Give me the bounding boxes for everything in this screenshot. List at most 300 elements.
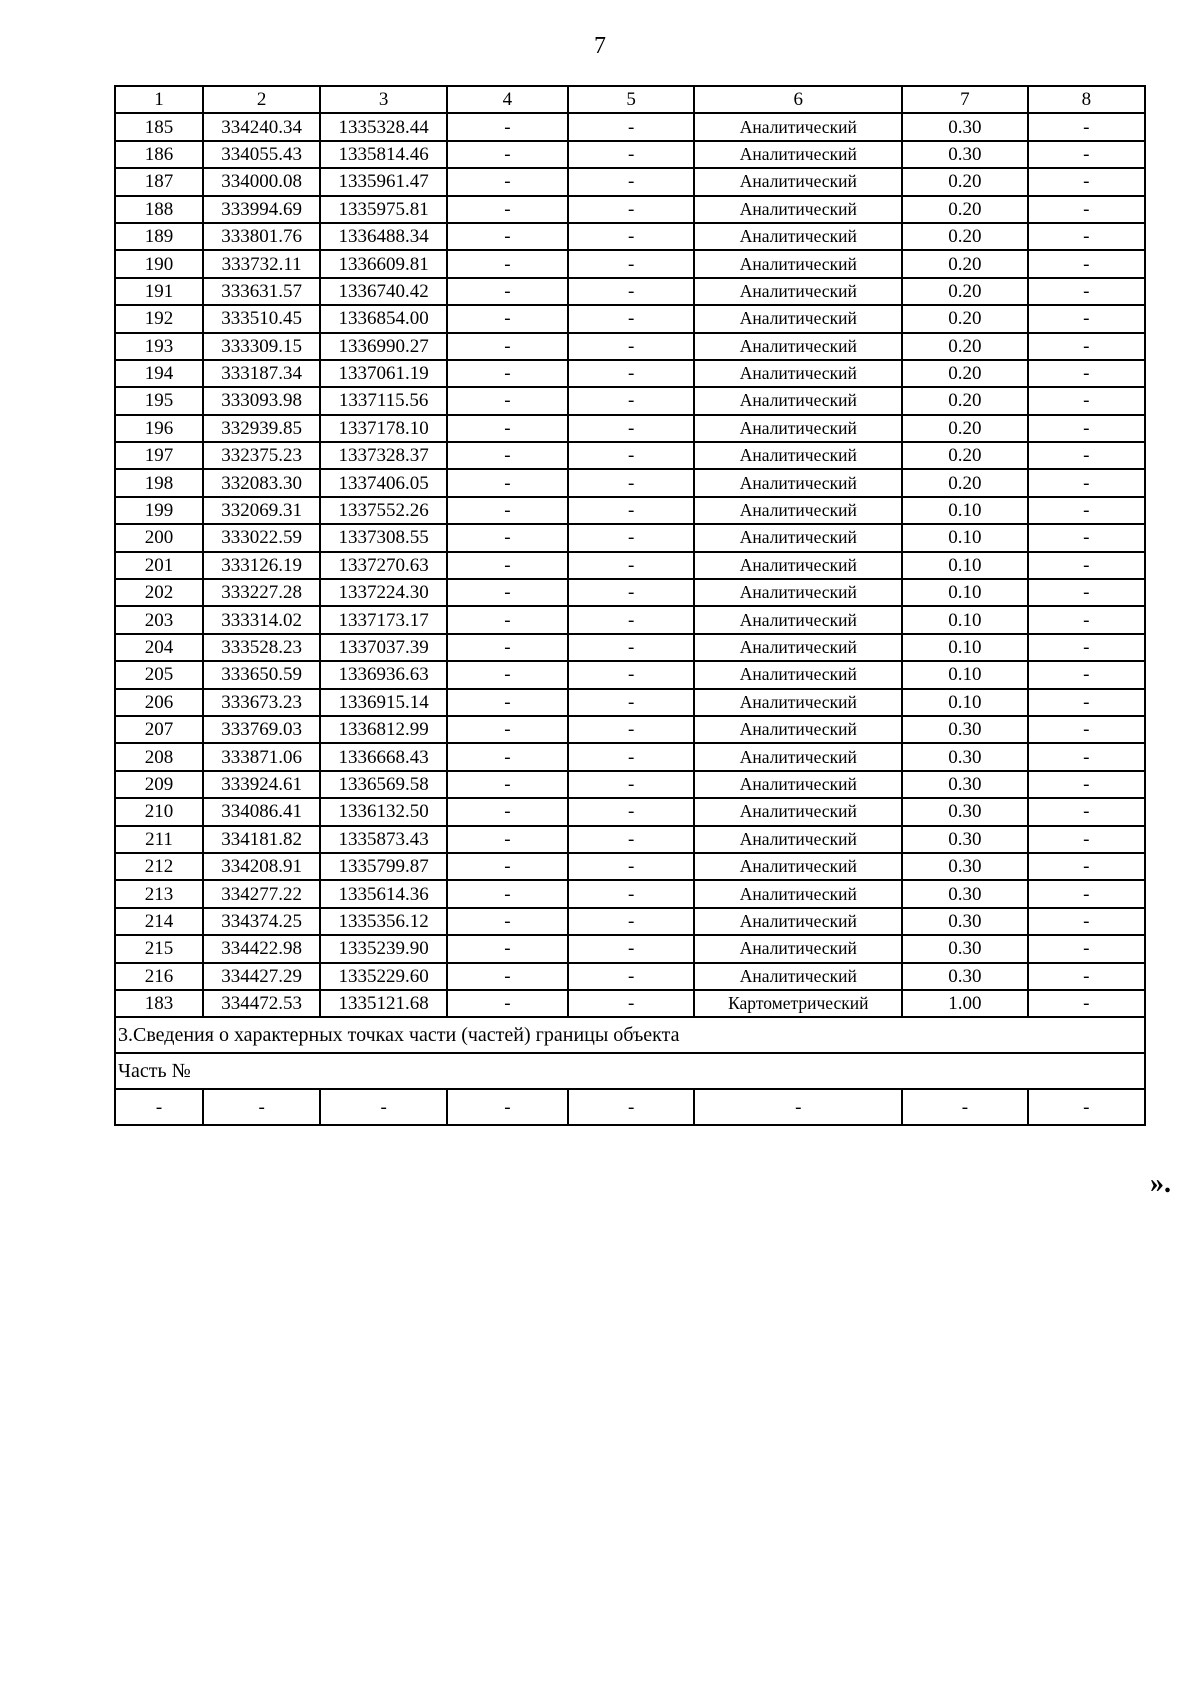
section-title: 3.Сведения о характерных точках части (частей) границы объекта — [115, 1017, 1145, 1053]
table-cell: 1336812.99 — [320, 716, 447, 743]
table-cell: - — [694, 1089, 902, 1125]
table-cell: 205 — [115, 661, 203, 688]
table-cell: - — [1028, 223, 1145, 250]
table-cell: - — [568, 634, 695, 661]
table-cell: Аналитический — [694, 661, 902, 688]
table-cell: 204 — [115, 634, 203, 661]
table-cell: Картометрический — [694, 990, 902, 1017]
table-cell: - — [568, 689, 695, 716]
table-cell: Аналитический — [694, 524, 902, 551]
table-cell: - — [568, 716, 695, 743]
table-cell: - — [447, 333, 568, 360]
table-cell: 0.10 — [902, 524, 1028, 551]
table-row — [115, 497, 1145, 524]
table-cell: Аналитический — [694, 853, 902, 880]
table-cell: 1337308.55 — [320, 524, 447, 551]
table-cell: 332069.31 — [203, 497, 320, 524]
table-cell: 207 — [115, 716, 203, 743]
table-cell: Аналитический — [694, 634, 902, 661]
table-cell: 198 — [115, 469, 203, 496]
table-cell: - — [447, 223, 568, 250]
table-row — [115, 743, 1145, 770]
table-cell: 215 — [115, 935, 203, 962]
table-cell: - — [447, 415, 568, 442]
table-cell: 0.30 — [902, 853, 1028, 880]
table-cell: 334181.82 — [203, 826, 320, 853]
table-cell: - — [568, 1089, 695, 1125]
column-header: 5 — [568, 86, 695, 113]
table-row — [115, 333, 1145, 360]
table-cell: Аналитический — [694, 333, 902, 360]
table-row — [115, 278, 1145, 305]
table-cell: 0.30 — [902, 798, 1028, 825]
table-row — [115, 606, 1145, 633]
table-cell: 192 — [115, 305, 203, 332]
page-number: 7 — [594, 33, 606, 59]
table-cell: 210 — [115, 798, 203, 825]
closing-quote-mark: ». — [1150, 1168, 1171, 1199]
table-cell: 334086.41 — [203, 798, 320, 825]
table-cell: - — [1028, 497, 1145, 524]
table-row — [115, 168, 1145, 195]
table-cell: Аналитический — [694, 113, 902, 140]
table-cell: Аналитический — [694, 223, 902, 250]
table-cell: - — [447, 497, 568, 524]
table-row — [115, 826, 1145, 853]
table-cell: 0.10 — [902, 497, 1028, 524]
table-cell: 1335239.90 — [320, 935, 447, 962]
table-cell: - — [447, 771, 568, 798]
table-cell: - — [568, 113, 695, 140]
table-cell: - — [447, 442, 568, 469]
table-cell: - — [1028, 305, 1145, 332]
column-header: 8 — [1028, 86, 1145, 113]
table-cell: 1336854.00 — [320, 305, 447, 332]
table-cell: 333528.23 — [203, 634, 320, 661]
table-cell: 0.30 — [902, 908, 1028, 935]
table-cell: - — [1028, 853, 1145, 880]
table-cell: 1337552.26 — [320, 497, 447, 524]
table-row — [115, 716, 1145, 743]
table-row — [115, 853, 1145, 880]
table-row — [115, 552, 1145, 579]
table-cell: 0.20 — [902, 168, 1028, 195]
table-cell: - — [447, 880, 568, 907]
table-cell: Аналитический — [694, 743, 902, 770]
table-cell: - — [568, 606, 695, 633]
table-cell: - — [568, 524, 695, 551]
table-cell: 334055.43 — [203, 141, 320, 168]
table-cell: 0.30 — [902, 880, 1028, 907]
table-row — [115, 990, 1145, 1017]
table-cell: 333126.19 — [203, 552, 320, 579]
table-cell: - — [568, 469, 695, 496]
table-cell: Аналитический — [694, 196, 902, 223]
column-header: 6 — [694, 86, 902, 113]
table-cell: 0.30 — [902, 113, 1028, 140]
table-cell: 1335799.87 — [320, 853, 447, 880]
table-cell: - — [447, 250, 568, 277]
table-cell: 333650.59 — [203, 661, 320, 688]
table-cell: - — [447, 141, 568, 168]
table-cell: Аналитический — [694, 305, 902, 332]
table-cell: 0.30 — [902, 935, 1028, 962]
table-cell: 334208.91 — [203, 853, 320, 880]
table-cell: 0.20 — [902, 278, 1028, 305]
table-cell: Аналитический — [694, 469, 902, 496]
table-cell: 1335356.12 — [320, 908, 447, 935]
table-cell: Аналитический — [694, 689, 902, 716]
table-cell: - — [1028, 113, 1145, 140]
table-row — [115, 141, 1145, 168]
table-cell: 333732.11 — [203, 250, 320, 277]
table-cell: 0.20 — [902, 223, 1028, 250]
table-row — [115, 963, 1145, 990]
table-cell: - — [1028, 579, 1145, 606]
table-cell: 1337115.56 — [320, 387, 447, 414]
table-cell: - — [447, 552, 568, 579]
table-cell: 333022.59 — [203, 524, 320, 551]
table-cell: 0.20 — [902, 360, 1028, 387]
table-cell: - — [1028, 168, 1145, 195]
table-cell: 333093.98 — [203, 387, 320, 414]
table-cell: 188 — [115, 196, 203, 223]
table-cell: - — [447, 579, 568, 606]
table-cell: - — [568, 278, 695, 305]
table-cell: 0.30 — [902, 743, 1028, 770]
table-cell: 189 — [115, 223, 203, 250]
table-cell: - — [568, 196, 695, 223]
table-cell: 1336990.27 — [320, 333, 447, 360]
table-cell: 0.10 — [902, 606, 1028, 633]
table-cell: 0.20 — [902, 469, 1028, 496]
table-cell: - — [1028, 771, 1145, 798]
table-cell: 333510.45 — [203, 305, 320, 332]
table-cell: - — [568, 853, 695, 880]
table-cell: - — [1028, 908, 1145, 935]
table-cell: 334240.34 — [203, 113, 320, 140]
table-cell: - — [568, 798, 695, 825]
table-cell: - — [1028, 333, 1145, 360]
table-cell: - — [447, 524, 568, 551]
table-cell: 195 — [115, 387, 203, 414]
column-header-row — [115, 86, 1145, 113]
table-cell: 203 — [115, 606, 203, 633]
table-cell: 332083.30 — [203, 469, 320, 496]
table-cell: 1.00 — [902, 990, 1028, 1017]
table-cell: - — [568, 880, 695, 907]
table-cell: 332939.85 — [203, 415, 320, 442]
table-cell: 1335328.44 — [320, 113, 447, 140]
table-row — [115, 387, 1145, 414]
table-cell: - — [568, 743, 695, 770]
table-cell: 1336609.81 — [320, 250, 447, 277]
table-cell: 208 — [115, 743, 203, 770]
table-cell: 194 — [115, 360, 203, 387]
table-cell: 333187.34 — [203, 360, 320, 387]
table-cell: Аналитический — [694, 387, 902, 414]
table-cell: Аналитический — [694, 552, 902, 579]
column-header: 1 — [115, 86, 203, 113]
column-header: 4 — [447, 86, 568, 113]
table-cell: 0.30 — [902, 826, 1028, 853]
table-cell: - — [1028, 1089, 1145, 1125]
table-cell: Аналитический — [694, 716, 902, 743]
table-cell: - — [203, 1089, 320, 1125]
table-cell: 0.20 — [902, 333, 1028, 360]
table-cell: 1337061.19 — [320, 360, 447, 387]
table-cell: - — [568, 333, 695, 360]
table-cell: Аналитический — [694, 141, 902, 168]
table-cell: 333871.06 — [203, 743, 320, 770]
table-cell: 209 — [115, 771, 203, 798]
table-cell: 332375.23 — [203, 442, 320, 469]
table-cell: - — [1028, 743, 1145, 770]
table-cell: 206 — [115, 689, 203, 716]
table-cell: 1336740.42 — [320, 278, 447, 305]
table-cell: 1337328.37 — [320, 442, 447, 469]
table-cell: 1336569.58 — [320, 771, 447, 798]
table-cell: - — [568, 442, 695, 469]
table-cell: 186 — [115, 141, 203, 168]
table-cell: Аналитический — [694, 360, 902, 387]
table-cell: - — [1028, 415, 1145, 442]
table-cell: - — [1028, 689, 1145, 716]
table-cell: Аналитический — [694, 168, 902, 195]
table-cell: - — [568, 387, 695, 414]
table-cell: 199 — [115, 497, 203, 524]
table-cell: 0.10 — [902, 689, 1028, 716]
table-cell: - — [447, 661, 568, 688]
column-header: 3 — [320, 86, 447, 113]
table-cell: - — [1028, 661, 1145, 688]
table-cell: - — [1028, 990, 1145, 1017]
table-cell: 0.20 — [902, 387, 1028, 414]
table-cell: Аналитический — [694, 278, 902, 305]
table-cell: 1335614.36 — [320, 880, 447, 907]
table-cell: 333801.76 — [203, 223, 320, 250]
table-row — [115, 250, 1145, 277]
table-cell: 0.30 — [902, 771, 1028, 798]
table-cell: - — [1028, 606, 1145, 633]
table-cell: - — [1028, 196, 1145, 223]
table-cell: Аналитический — [694, 963, 902, 990]
table-cell: - — [568, 826, 695, 853]
table-cell: - — [447, 908, 568, 935]
table-row — [115, 661, 1145, 688]
table-cell: 1337224.30 — [320, 579, 447, 606]
table-cell: - — [447, 990, 568, 1017]
column-header: 2 — [203, 86, 320, 113]
table-cell: - — [568, 360, 695, 387]
table-cell: 0.10 — [902, 579, 1028, 606]
table-cell: 202 — [115, 579, 203, 606]
table-cell: - — [447, 1089, 568, 1125]
table-cell: - — [568, 250, 695, 277]
table-cell: - — [447, 469, 568, 496]
table-cell: 200 — [115, 524, 203, 551]
table-cell: 185 — [115, 113, 203, 140]
table-cell: 334422.98 — [203, 935, 320, 962]
table-cell: 197 — [115, 442, 203, 469]
table-cell: 1335121.68 — [320, 990, 447, 1017]
table-cell: 0.20 — [902, 442, 1028, 469]
table-cell: - — [1028, 935, 1145, 962]
table-cell: 212 — [115, 853, 203, 880]
table-cell: - — [1028, 826, 1145, 853]
table-row — [115, 113, 1145, 140]
table-cell: - — [568, 223, 695, 250]
table-cell: 333924.61 — [203, 771, 320, 798]
table-cell: - — [447, 606, 568, 633]
table-cell: - — [568, 415, 695, 442]
table-cell: - — [1028, 880, 1145, 907]
table-cell: 1336936.63 — [320, 661, 447, 688]
table-row — [115, 469, 1145, 496]
table-row — [115, 880, 1145, 907]
table-cell: - — [1028, 141, 1145, 168]
table-cell: - — [568, 579, 695, 606]
table-cell: - — [447, 168, 568, 195]
table-cell: Аналитический — [694, 771, 902, 798]
table-cell: 334427.29 — [203, 963, 320, 990]
table-cell: 334000.08 — [203, 168, 320, 195]
table-row — [115, 524, 1145, 551]
table-cell: - — [568, 661, 695, 688]
table-cell: 1336488.34 — [320, 223, 447, 250]
table-cell: - — [447, 853, 568, 880]
section-title-row — [115, 1017, 1145, 1053]
table-cell: 0.10 — [902, 634, 1028, 661]
table-row — [115, 360, 1145, 387]
table-cell: - — [568, 552, 695, 579]
table-cell: 333227.28 — [203, 579, 320, 606]
table-cell: 1337178.10 — [320, 415, 447, 442]
table-cell: Аналитический — [694, 908, 902, 935]
table-cell: - — [1028, 552, 1145, 579]
table-cell: 1336668.43 — [320, 743, 447, 770]
table-cell: - — [1028, 360, 1145, 387]
table-cell: - — [568, 497, 695, 524]
table-cell: - — [568, 305, 695, 332]
table-cell: 1336132.50 — [320, 798, 447, 825]
table-cell: Аналитический — [694, 880, 902, 907]
table-cell: 211 — [115, 826, 203, 853]
table-cell: - — [115, 1089, 203, 1125]
table-cell: - — [447, 935, 568, 962]
table-cell: Аналитический — [694, 935, 902, 962]
table-cell: 190 — [115, 250, 203, 277]
table-cell: - — [1028, 442, 1145, 469]
table-cell: 0.30 — [902, 141, 1028, 168]
table-cell: 201 — [115, 552, 203, 579]
table-cell: 183 — [115, 990, 203, 1017]
table-cell: 0.20 — [902, 305, 1028, 332]
table-cell: 1336915.14 — [320, 689, 447, 716]
table-cell: 1337406.05 — [320, 469, 447, 496]
table-row — [115, 223, 1145, 250]
table-cell: 1335229.60 — [320, 963, 447, 990]
table-cell: 1335814.46 — [320, 141, 447, 168]
table-cell: - — [447, 963, 568, 990]
table-row — [115, 415, 1145, 442]
table-cell: - — [902, 1089, 1028, 1125]
table-cell: - — [568, 963, 695, 990]
table-row — [115, 196, 1145, 223]
table-cell: 187 — [115, 168, 203, 195]
table-cell: - — [568, 168, 695, 195]
table-cell: 191 — [115, 278, 203, 305]
table-cell: 0.20 — [902, 415, 1028, 442]
table-row — [115, 771, 1145, 798]
table-cell: - — [447, 196, 568, 223]
column-header: 7 — [902, 86, 1028, 113]
table-cell: - — [1028, 963, 1145, 990]
table-cell: 334374.25 — [203, 908, 320, 935]
table-body — [115, 86, 1145, 1125]
table-cell: Аналитический — [694, 606, 902, 633]
table-cell: - — [447, 689, 568, 716]
table-cell: - — [447, 113, 568, 140]
coordinates-table — [114, 85, 1146, 1126]
table-cell: 196 — [115, 415, 203, 442]
table-cell: - — [447, 798, 568, 825]
table-row — [115, 579, 1145, 606]
table-cell: - — [1028, 524, 1145, 551]
table-cell: - — [447, 387, 568, 414]
table-cell: - — [447, 634, 568, 661]
table-cell: - — [1028, 469, 1145, 496]
part-label-row — [115, 1053, 1145, 1089]
table-cell: 1337270.63 — [320, 552, 447, 579]
table-cell: - — [320, 1089, 447, 1125]
table-row — [115, 908, 1145, 935]
table-cell: 334277.22 — [203, 880, 320, 907]
table-cell: Аналитический — [694, 250, 902, 277]
table-cell: - — [568, 908, 695, 935]
table-cell: 1335975.81 — [320, 196, 447, 223]
table-cell: - — [447, 360, 568, 387]
table-cell: 216 — [115, 963, 203, 990]
table-cell: - — [1028, 278, 1145, 305]
table-cell: - — [1028, 387, 1145, 414]
table-cell: Аналитический — [694, 442, 902, 469]
table-cell: 333769.03 — [203, 716, 320, 743]
table-cell: 213 — [115, 880, 203, 907]
table-cell: - — [447, 743, 568, 770]
table-cell: Аналитический — [694, 798, 902, 825]
table-cell: 0.20 — [902, 196, 1028, 223]
table-cell: 333309.15 — [203, 333, 320, 360]
table-cell: 214 — [115, 908, 203, 935]
table-cell: - — [447, 826, 568, 853]
table-cell: Аналитический — [694, 826, 902, 853]
part-label: Часть № — [115, 1053, 1145, 1089]
table-cell: - — [568, 935, 695, 962]
table-cell: Аналитический — [694, 415, 902, 442]
table-cell: 193 — [115, 333, 203, 360]
empty-part-row — [115, 1089, 1145, 1125]
table-cell: 333631.57 — [203, 278, 320, 305]
table-cell: Аналитический — [694, 497, 902, 524]
table-cell: 333673.23 — [203, 689, 320, 716]
table-row — [115, 935, 1145, 962]
table-cell: 1335873.43 — [320, 826, 447, 853]
table-cell: - — [1028, 634, 1145, 661]
table-cell: - — [447, 716, 568, 743]
table-cell: 0.10 — [902, 552, 1028, 579]
table-cell: - — [1028, 250, 1145, 277]
